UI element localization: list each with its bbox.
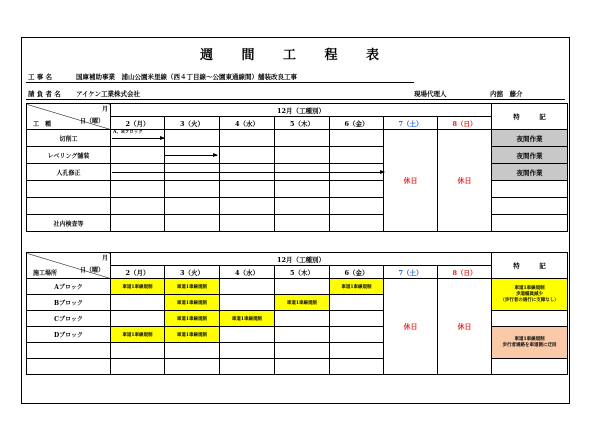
schedule-cell: [220, 295, 275, 311]
contractor-underline: [26, 99, 565, 100]
schedule-cell: [220, 279, 275, 295]
schedule-cell: [220, 130, 275, 147]
schedule-cell: [165, 147, 220, 164]
remark-cell: [492, 198, 568, 215]
contractor-label: 請 負 者 名: [28, 90, 61, 98]
day-header: 6（金）: [330, 266, 384, 279]
day-header: 5（木）: [275, 117, 330, 130]
schedule-cell: [165, 198, 220, 215]
schedule-cell: [111, 130, 165, 147]
lane-regulation-cell: 車道1車線規制: [111, 279, 165, 295]
work-type-label: [27, 181, 111, 198]
lane-regulation-cell: 車道1車線規制: [165, 279, 220, 295]
day-header-sunday: 8（日）: [438, 266, 492, 279]
schedule-sheet: [21, 37, 570, 404]
day-header-sunday: 8（日）: [438, 117, 492, 130]
project-underline: [26, 82, 414, 83]
lane-regulation-cell: 車道1車線規制: [165, 295, 220, 311]
day-header: 2（月）: [111, 117, 165, 130]
schedule-cell: [165, 359, 220, 375]
work-type-label: 人孔修正: [27, 164, 111, 181]
remark-night-work: 夜間作業: [492, 130, 568, 147]
corner-header: 月 日（曜） 工 種: [27, 104, 111, 130]
day-header: 6（金）: [330, 117, 384, 130]
schedule-cell: [330, 359, 384, 375]
location-label: [27, 343, 111, 359]
schedule-cell: [111, 295, 165, 311]
page-title: 週 間 工 程 表: [199, 48, 392, 63]
corner-header: 月 日（曜） 施工場所: [27, 253, 111, 279]
schedule-cell: [111, 215, 165, 232]
schedule-cell: [111, 311, 165, 327]
location-label: Dブロック: [27, 327, 111, 343]
schedule-cell: [275, 198, 330, 215]
lane-regulation-cell: 車道1車線規制: [220, 311, 275, 327]
holiday-saturday: 休日: [384, 279, 438, 375]
holiday-sunday: 休日: [438, 279, 492, 375]
lane-regulation-cell: 車道1車線規制: [275, 295, 330, 311]
schedule-cell: [111, 164, 165, 181]
schedule-cell: [220, 359, 275, 375]
schedule-cell: [220, 327, 275, 343]
schedule-cell: [330, 327, 384, 343]
holiday-sunday: 休日: [438, 130, 492, 232]
schedule-cell: [330, 181, 384, 198]
schedule-cell: [111, 198, 165, 215]
day-header: 4（水）: [220, 266, 275, 279]
schedule-cell: [165, 130, 220, 147]
day-header-saturday: 7（土）: [384, 117, 438, 130]
schedule-cell: [111, 181, 165, 198]
schedule-cell: [220, 215, 275, 232]
schedule-arrow: [112, 138, 164, 139]
lane-regulation-cell: 車道1車線規制: [330, 279, 384, 295]
location-label: Cブロック: [27, 311, 111, 327]
remark-cell: [492, 359, 568, 375]
lane-regulation-cell: 車道1車線規制: [111, 327, 165, 343]
schedule-cell: [111, 343, 165, 359]
schedule-cell: [275, 311, 330, 327]
contractor-name: アイケン工業株式会社: [76, 90, 140, 98]
work-type-label: [27, 198, 111, 215]
remark-pedestrian-detour: 車道1車線規制 歩行者通路を車道側に迂回: [492, 327, 568, 359]
site-agent-name: 内舘 藤介: [490, 90, 523, 98]
schedule-cell: [111, 147, 165, 164]
schedule-cell: [220, 164, 275, 181]
schedule-cell: [165, 343, 220, 359]
location-label: [27, 359, 111, 375]
day-header: 5（木）: [275, 266, 330, 279]
remark-cell: [492, 181, 568, 198]
remark-sidewalk: 車道1車線規制 歩道幅員減少 （歩行者の通行に支障なし）: [492, 279, 568, 311]
lane-regulation-cell: 車道1車線規制: [165, 311, 220, 327]
location-label: Bブロック: [27, 295, 111, 311]
schedule-cell: [330, 198, 384, 215]
schedule-cell: [165, 215, 220, 232]
remark-cell: [492, 311, 568, 327]
schedule-cell: [275, 327, 330, 343]
remark-cell: [492, 215, 568, 232]
day-header: 4（水）: [220, 117, 275, 130]
lane-regulation-cell: 車道1車線規制: [165, 327, 220, 343]
schedule-cell: [330, 311, 384, 327]
schedule-cell: [275, 359, 330, 375]
site-agent-label: 現場代理人: [414, 90, 447, 98]
month-header: 12月（工種別）: [111, 253, 492, 266]
block-note: A、Bブロック: [113, 130, 143, 135]
month-header: 12月（工種別）: [111, 104, 492, 117]
schedule-cell: [330, 343, 384, 359]
schedule-cell: [275, 130, 330, 147]
schedule-cell: [275, 147, 330, 164]
schedule-cell: [275, 279, 330, 295]
remarks-header: 特 記: [492, 253, 568, 279]
schedule-cell: [165, 164, 220, 181]
day-header: 2（月）: [111, 266, 165, 279]
schedule-cell: [275, 215, 330, 232]
schedule-cell: [275, 343, 330, 359]
work-type-label: 切削工: [27, 130, 111, 147]
schedule-cell: [275, 164, 330, 181]
schedule-cell: [330, 147, 384, 164]
schedule-cell: [330, 295, 384, 311]
location-label: Aブロック: [27, 279, 111, 295]
project-label: 工 事 名: [28, 73, 53, 81]
schedule-cell: [330, 164, 384, 181]
schedule-cell: [275, 181, 330, 198]
schedule-cell: [220, 181, 275, 198]
schedule-cell: [220, 198, 275, 215]
remarks-header: 特 記: [492, 104, 568, 130]
schedule-cell: [330, 130, 384, 147]
holiday-saturday: 休日: [384, 130, 438, 232]
remark-night-work: 夜間作業: [492, 147, 568, 164]
schedule-cell: [111, 359, 165, 375]
day-header: 3（火）: [165, 117, 220, 130]
remark-night-work: 夜間作業: [492, 164, 568, 181]
schedule-cell: [220, 343, 275, 359]
work-type-label: 社内検査等: [27, 215, 111, 232]
schedule-cell: [330, 215, 384, 232]
day-header: 3（火）: [165, 266, 220, 279]
schedule-cell: [165, 181, 220, 198]
project-name: 国庫補助事業 浦山公園米里線（西４丁目線～公園東通線間）舗装改良工事: [76, 73, 297, 81]
day-header-saturday: 7（土）: [384, 266, 438, 279]
schedule-cell: [220, 147, 275, 164]
work-type-label: レベリング舗装: [27, 147, 111, 164]
location-schedule-table: [26, 252, 568, 375]
work-type-schedule-table: [26, 103, 568, 232]
